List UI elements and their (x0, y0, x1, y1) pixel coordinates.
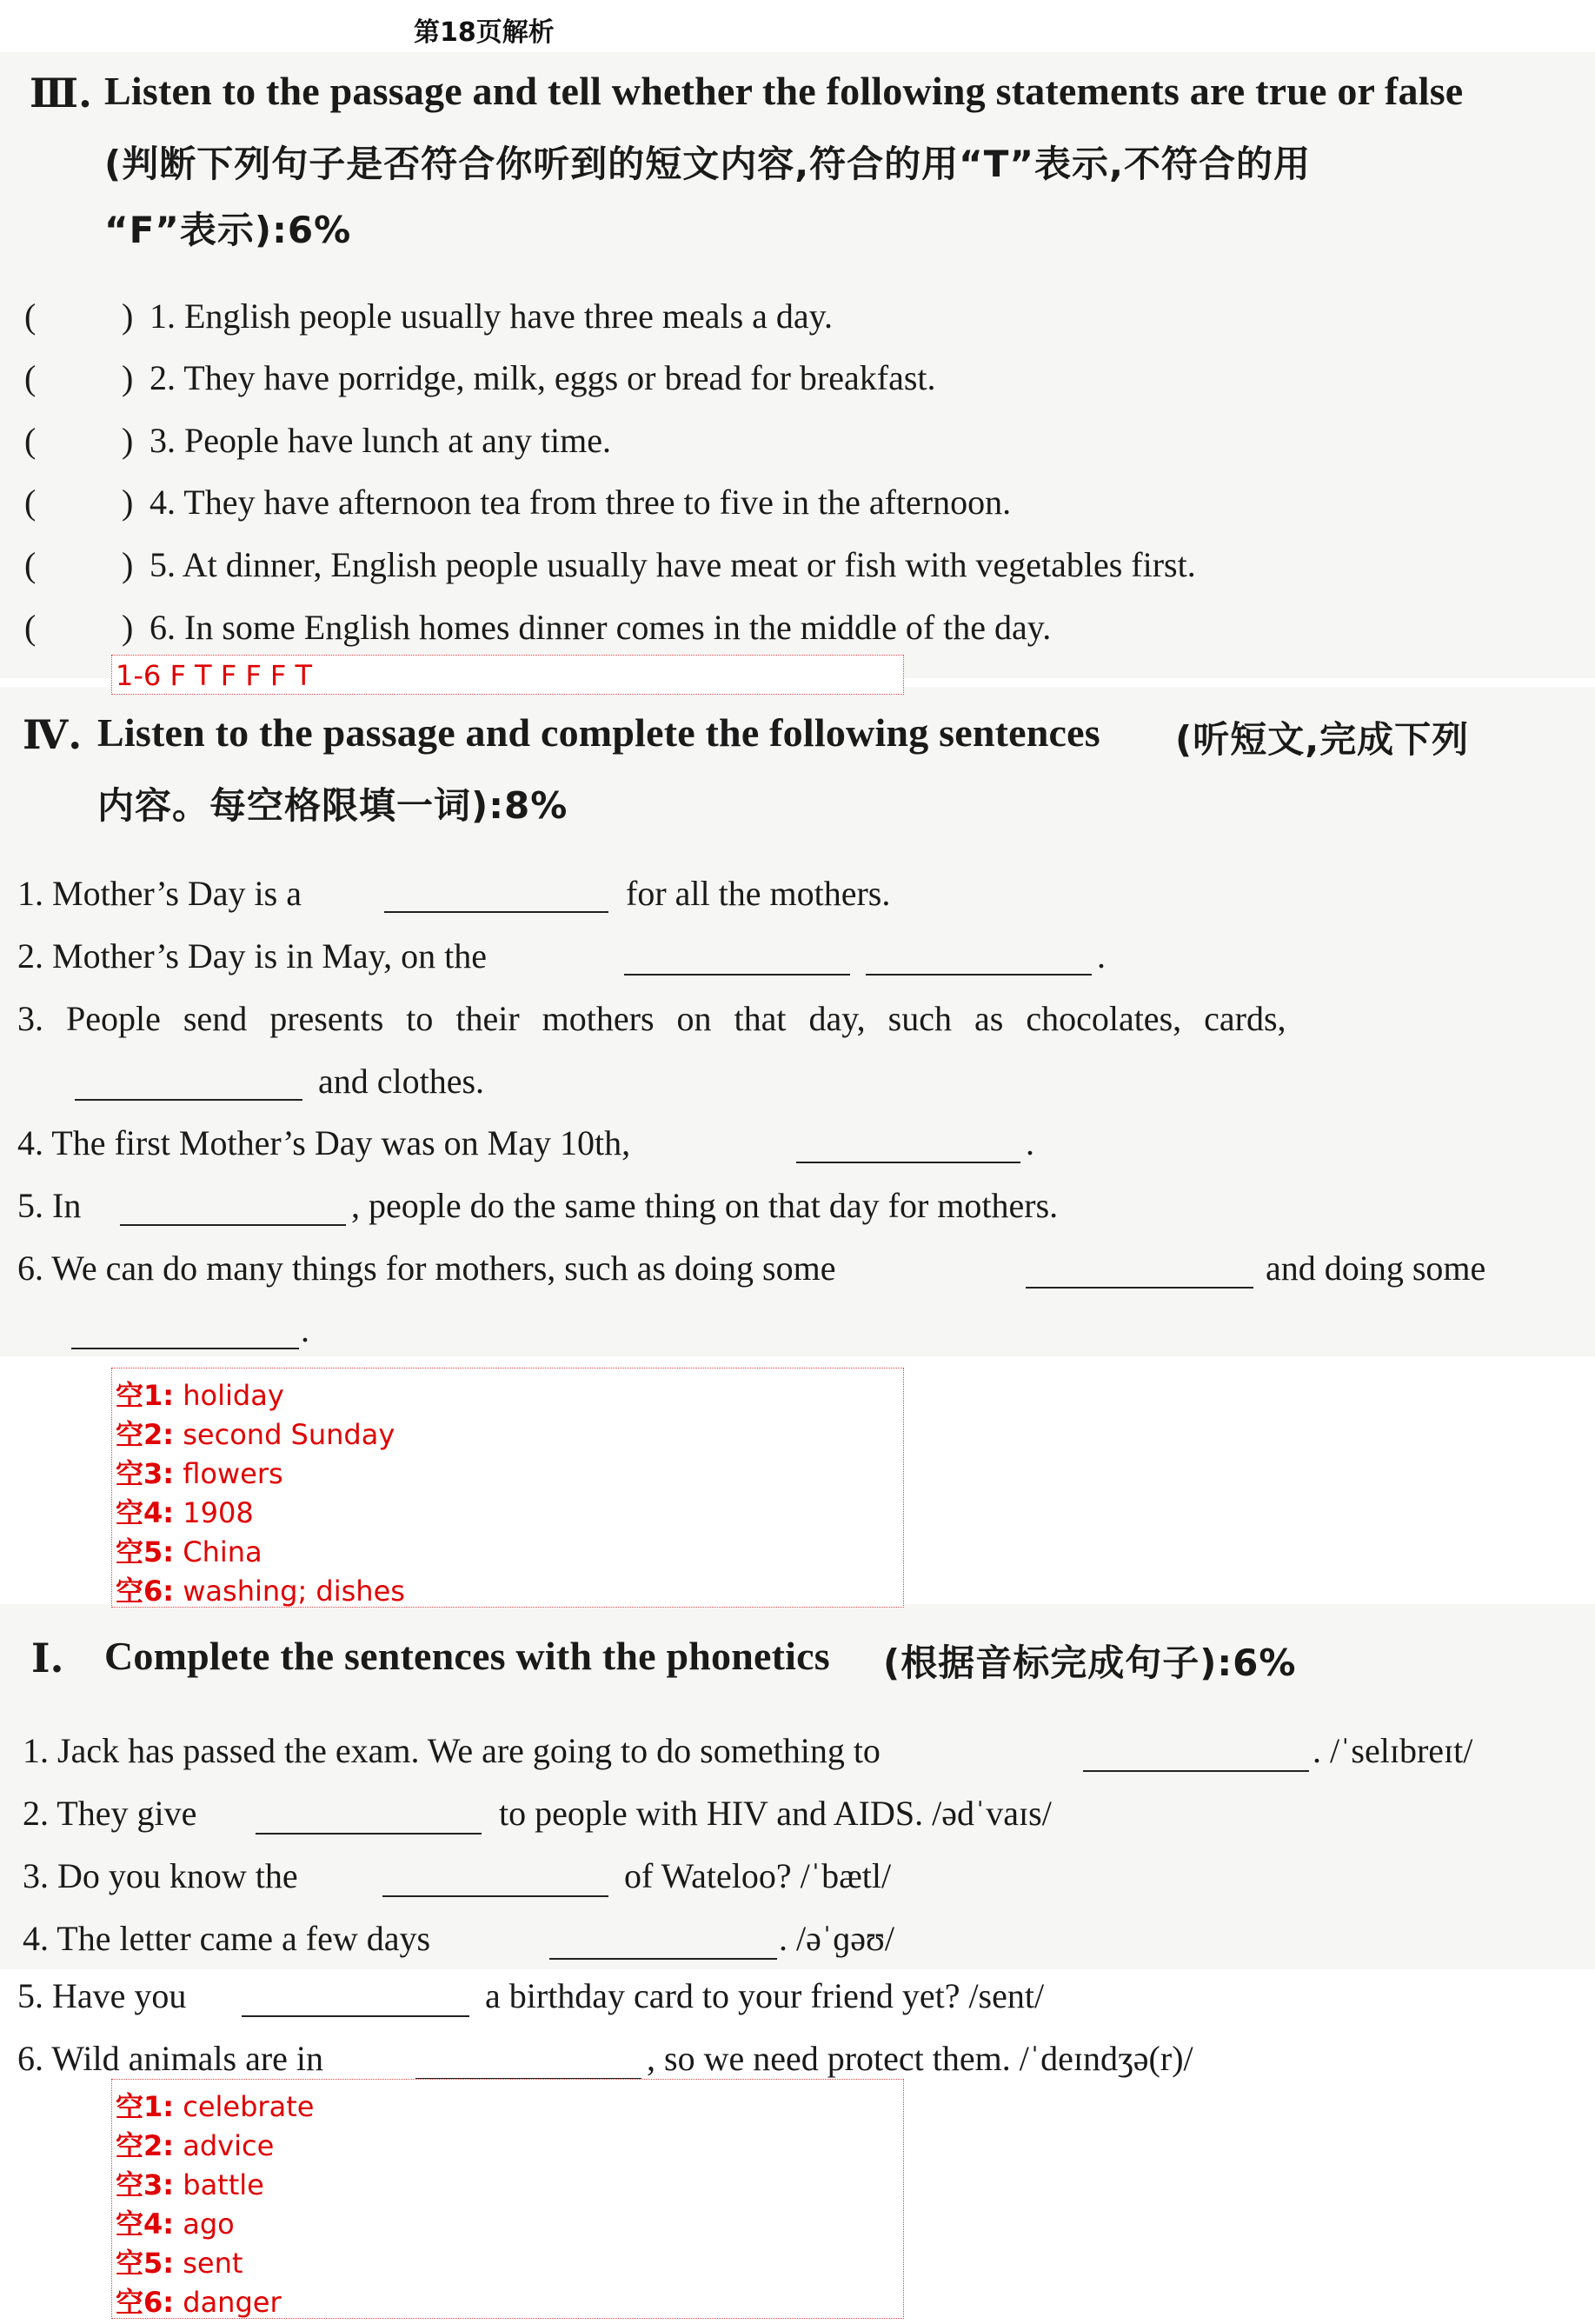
question-text: 3. People send presents to their mothers on that day, such as chocolates, cards, (17, 999, 1286, 1038)
question-text: 6. Wild animals are in (17, 2039, 324, 2078)
answer-value: China (183, 1535, 263, 1568)
answer-blank[interactable] (624, 944, 850, 976)
question-text: 2. Mother’s Day is in May, on the (17, 936, 487, 976)
answer-blank[interactable] (549, 1928, 777, 1960)
section-4-answer-box (111, 1368, 904, 1608)
answer-blank[interactable] (120, 1195, 346, 1226)
answer-paren-open: ( (24, 483, 37, 522)
section-3-number: Ⅲ. (30, 70, 93, 117)
answer-value: 1908 (183, 1496, 254, 1529)
answer-key: 空5: (116, 1535, 175, 1568)
answer-key: 空2: (116, 1418, 175, 1451)
section-1-answer-box (111, 2079, 904, 2319)
question-text: , people do the same thing on that day for mothers. (351, 1186, 1059, 1225)
answer-blank[interactable] (242, 1986, 469, 2017)
question-text: 1. Mother’s Day is a (17, 874, 302, 913)
question-text: and doing some (1266, 1249, 1486, 1288)
question-text: . (1097, 936, 1106, 976)
answer-line (116, 2202, 235, 2242)
section-3-heading-line2: (判断下列句子是否符合你听到的短文内容,符合的用“T”表示,不符合的用 (104, 143, 1311, 185)
answer-key: 空6: (116, 2286, 175, 2319)
question-text: 6. We can do many things for mothers, such as doing some (17, 1249, 836, 1288)
section-4-number: Ⅳ. (23, 711, 83, 758)
section-3-heading-line3: “F”表示):6% (104, 209, 352, 251)
statement-text: 6. In some English homes dinner comes in the middle of the day. (150, 608, 1052, 647)
answer-key: 空3: (116, 2168, 175, 2201)
question-text: 2. They give (23, 1794, 197, 1833)
answer-line (116, 2241, 243, 2281)
answer-paren-open: ( (24, 421, 37, 460)
answer-line (116, 2124, 274, 2164)
section-4-heading-line1: Listen to the passage and complete the following sentences (97, 710, 1100, 755)
phonetic-text: . /əˈɡəʊ/ (779, 1919, 895, 1958)
answer-line (116, 1413, 395, 1453)
question-text: . (301, 1310, 309, 1349)
answer-paren-open: ( (24, 545, 37, 584)
answer-paren-close: ) (122, 358, 134, 397)
question-text: 1. Jack has passed the exam. We are going to do something to (23, 1731, 881, 1770)
question-text: 5. Have you (17, 1976, 187, 2015)
section-1-heading: Complete the sentences with the phonetics (104, 1634, 830, 1678)
statement-text: 1. English people usually have three meals a day. (150, 296, 834, 336)
answer-line (116, 1569, 405, 1609)
answer-value: flowers (183, 1457, 283, 1490)
question-text: 4. The letter came a few days (23, 1919, 431, 1958)
answer-key: 空4: (116, 2207, 175, 2241)
question-text: 4. The first Mother’s Day was on May 10th, (17, 1123, 631, 1162)
section-1-heading-cn: (根据音标完成句子):6% (883, 1641, 1297, 1684)
answer-line (116, 1491, 254, 1531)
section-4-heading-line2: 内容。每空格限填一词):8% (97, 784, 568, 827)
phonetic-text: , so we need protect them. /ˈdeɪndʒə(r)/ (647, 2039, 1193, 2078)
answer-value: holiday (183, 1379, 284, 1412)
answer-paren-close: ) (122, 545, 134, 584)
answer-blank[interactable] (415, 2048, 641, 2080)
answer-blank[interactable] (71, 1318, 299, 1349)
question-text: . (1026, 1123, 1034, 1162)
section-3-answer-box (111, 655, 904, 695)
phonetic-text: to people with HIV and AIDS. /ədˈvaɪs/ (499, 1794, 1052, 1833)
answer-text: 1-6 F T F F F T (116, 659, 313, 692)
question-text: 3. Do you know the (23, 1856, 298, 1895)
section-4-heading-cn: (听短文,完成下列 (1175, 718, 1470, 761)
answer-paren-open: ( (24, 296, 37, 336)
answer-paren-open: ( (24, 608, 37, 647)
question-text: for all the mothers. (626, 874, 891, 913)
answer-line (116, 1452, 283, 1492)
phonetic-text: . /ˈselɪbreɪt/ (1313, 1731, 1473, 1770)
answer-key: 空2: (116, 2129, 175, 2162)
answer-key: 空4: (116, 1496, 175, 1529)
answer-value: ago (183, 2207, 235, 2241)
section-3-heading-line1: Listen to the passage and tell whether the following statements are true or false (104, 69, 1464, 113)
phonetic-text: a birthday card to your friend yet? /sent/ (485, 1976, 1045, 2015)
answer-blank[interactable] (75, 1069, 302, 1101)
answer-value: second Sunday (183, 1418, 395, 1451)
answer-line (116, 2281, 282, 2321)
answer-paren-open: ( (24, 358, 37, 397)
answer-line (116, 2085, 314, 2125)
answer-line (116, 1374, 284, 1414)
answer-paren-close: ) (122, 483, 134, 522)
statement-text: 4. They have afternoon tea from three to five in the afternoon. (150, 483, 1012, 522)
answer-blank[interactable] (256, 1803, 482, 1835)
answer-blank[interactable] (866, 944, 1092, 976)
answer-blank[interactable] (1083, 1741, 1309, 1772)
section-1-number: Ⅰ. (31, 1635, 64, 1681)
answer-blank[interactable] (382, 1866, 608, 1897)
question-text: 5. In (17, 1186, 82, 1225)
statement-text: 5. At dinner, English people usually have meat or fish with vegetables first. (150, 545, 1196, 584)
answer-blank[interactable] (1026, 1257, 1253, 1289)
answer-value: sent (183, 2247, 243, 2280)
answer-line (116, 1530, 263, 1570)
answer-value: advice (183, 2129, 275, 2162)
answer-blank[interactable] (796, 1132, 1020, 1163)
answer-value: washing; dishes (183, 1575, 405, 1608)
statement-text: 2. They have porridge, milk, eggs or bread for breakfast. (150, 358, 936, 397)
answer-key: 空3: (116, 1457, 175, 1490)
question-text: and clothes. (318, 1062, 485, 1101)
answer-value: celebrate (183, 2090, 315, 2123)
answer-key: 空5: (116, 2247, 175, 2280)
answer-value: danger (183, 2286, 282, 2319)
answer-paren-close: ) (122, 421, 134, 460)
answer-key: 空1: (116, 1379, 175, 1412)
answer-key: 空1: (116, 2090, 175, 2123)
answer-line (116, 2163, 264, 2203)
answer-value: battle (183, 2168, 264, 2201)
page-title: 第18页解析 (414, 17, 555, 48)
answer-paren-close: ) (122, 608, 134, 647)
answer-key: 空6: (116, 1575, 175, 1608)
statement-text: 3. People have lunch at any time. (150, 421, 611, 460)
answer-paren-close: ) (122, 296, 134, 336)
answer-blank[interactable] (384, 882, 608, 913)
phonetic-text: of Wateloo? /ˈbætl/ (624, 1856, 892, 1895)
